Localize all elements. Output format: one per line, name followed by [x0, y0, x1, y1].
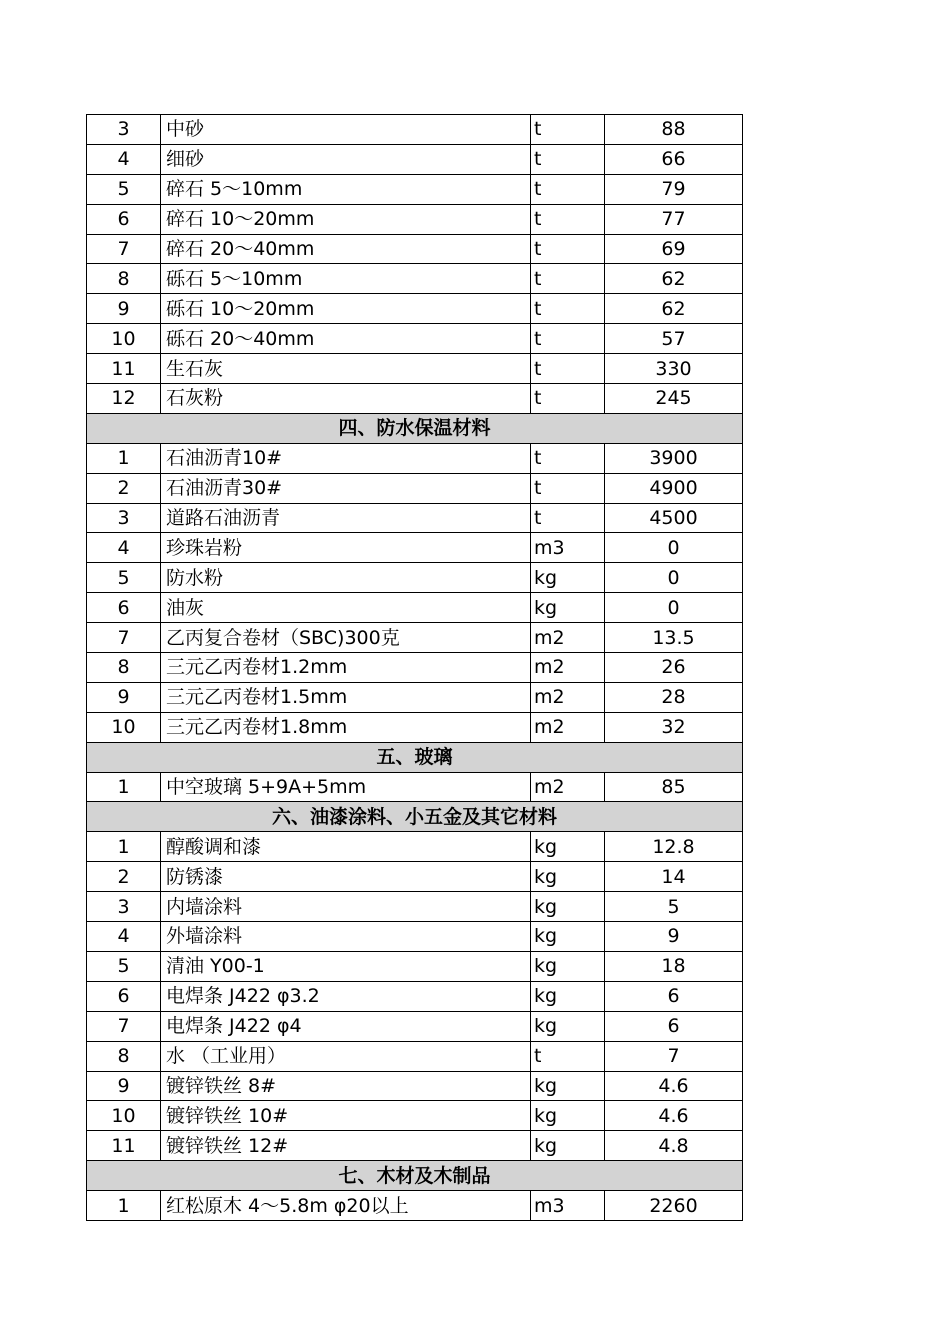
- item-name: 石油沥青30#: [161, 473, 531, 503]
- item-name: 碎石 10～20mm: [161, 204, 531, 234]
- item-price: 57: [605, 324, 743, 354]
- item-number: 4: [87, 533, 161, 563]
- item-number: 10: [87, 324, 161, 354]
- item-number: 6: [87, 204, 161, 234]
- item-price: 0: [605, 593, 743, 623]
- table-body: [87, 115, 743, 1221]
- item-price: 9: [605, 922, 743, 952]
- item-price: 32: [605, 712, 743, 742]
- item-price: 66: [605, 144, 743, 174]
- table-row: [87, 473, 743, 503]
- item-number: 11: [87, 1131, 161, 1161]
- item-price: 26: [605, 653, 743, 683]
- item-name: 三元乙丙卷材1.2mm: [161, 653, 531, 683]
- item-unit: kg: [531, 981, 605, 1011]
- item-unit: kg: [531, 1131, 605, 1161]
- item-price: 3900: [605, 443, 743, 473]
- item-unit: m2: [531, 623, 605, 653]
- item-number: 8: [87, 264, 161, 294]
- table-row: [87, 1101, 743, 1131]
- table-row: [87, 1041, 743, 1071]
- item-price: 88: [605, 115, 743, 145]
- item-name: 砾石 20～40mm: [161, 324, 531, 354]
- item-number: 6: [87, 981, 161, 1011]
- item-name: 防水粉: [161, 563, 531, 593]
- section-header-row: [87, 1161, 743, 1191]
- item-unit: m2: [531, 682, 605, 712]
- item-price: 0: [605, 563, 743, 593]
- table-row: [87, 294, 743, 324]
- item-number: 4: [87, 144, 161, 174]
- item-number: 9: [87, 682, 161, 712]
- item-name: 红松原木 4～5.8m φ20以上: [161, 1191, 531, 1221]
- table-row: [87, 892, 743, 922]
- item-number: 3: [87, 503, 161, 533]
- item-number: 5: [87, 563, 161, 593]
- item-unit: kg: [531, 951, 605, 981]
- item-name: 道路石油沥青: [161, 503, 531, 533]
- item-name: 三元乙丙卷材1.5mm: [161, 682, 531, 712]
- item-unit: t: [531, 115, 605, 145]
- table-row: [87, 653, 743, 683]
- item-unit: kg: [531, 563, 605, 593]
- table-row: [87, 712, 743, 742]
- item-number: 4: [87, 922, 161, 952]
- item-unit: t: [531, 1041, 605, 1071]
- item-name: 镀锌铁丝 12#: [161, 1131, 531, 1161]
- item-unit: m2: [531, 772, 605, 802]
- item-name: 碎石 5～10mm: [161, 174, 531, 204]
- item-unit: m2: [531, 712, 605, 742]
- item-price: 7: [605, 1041, 743, 1071]
- table-row: [87, 234, 743, 264]
- table-row: [87, 503, 743, 533]
- item-number: 11: [87, 354, 161, 384]
- item-number: 8: [87, 1041, 161, 1071]
- item-number: 7: [87, 1011, 161, 1041]
- table-row: [87, 354, 743, 384]
- item-price: 62: [605, 294, 743, 324]
- section-title: 五、玻璃: [87, 742, 743, 772]
- item-price: 0: [605, 533, 743, 563]
- item-name: 中空玻璃 5+9A+5mm: [161, 772, 531, 802]
- table-row: [87, 324, 743, 354]
- table-row: [87, 264, 743, 294]
- item-number: 9: [87, 294, 161, 324]
- item-name: 石油沥青10#: [161, 443, 531, 473]
- table-row: [87, 1131, 743, 1161]
- table-row: [87, 862, 743, 892]
- table-row: [87, 563, 743, 593]
- item-name: 电焊条 J422 φ4: [161, 1011, 531, 1041]
- item-name: 内墙涂料: [161, 892, 531, 922]
- table-row: [87, 832, 743, 862]
- item-number: 9: [87, 1071, 161, 1101]
- materials-price-table: [86, 114, 743, 1221]
- item-price: 28: [605, 682, 743, 712]
- section-header-row: [87, 742, 743, 772]
- item-price: 18: [605, 951, 743, 981]
- table-row: [87, 115, 743, 145]
- item-price: 4900: [605, 473, 743, 503]
- item-unit: m2: [531, 653, 605, 683]
- table-row: [87, 623, 743, 653]
- item-name: 油灰: [161, 593, 531, 623]
- table-row: [87, 922, 743, 952]
- item-name: 砾石 10～20mm: [161, 294, 531, 324]
- item-number: 8: [87, 653, 161, 683]
- item-unit: kg: [531, 892, 605, 922]
- section-title: 七、木材及木制品: [87, 1161, 743, 1191]
- item-unit: t: [531, 473, 605, 503]
- table-row: [87, 533, 743, 563]
- item-price: 4.6: [605, 1101, 743, 1131]
- item-name: 三元乙丙卷材1.8mm: [161, 712, 531, 742]
- item-number: 6: [87, 593, 161, 623]
- item-price: 12.8: [605, 832, 743, 862]
- item-unit: t: [531, 294, 605, 324]
- item-number: 3: [87, 892, 161, 922]
- item-name: 细砂: [161, 144, 531, 174]
- item-number: 1: [87, 443, 161, 473]
- section-header-row: [87, 802, 743, 832]
- item-unit: t: [531, 384, 605, 414]
- item-unit: t: [531, 503, 605, 533]
- table-row: [87, 593, 743, 623]
- item-name: 碎石 20～40mm: [161, 234, 531, 264]
- item-unit: t: [531, 443, 605, 473]
- section-title: 六、油漆涂料、小五金及其它材料: [87, 802, 743, 832]
- item-price: 6: [605, 981, 743, 1011]
- item-name: 镀锌铁丝 10#: [161, 1101, 531, 1131]
- item-unit: kg: [531, 922, 605, 952]
- item-unit: t: [531, 174, 605, 204]
- table-row: [87, 174, 743, 204]
- item-price: 4.6: [605, 1071, 743, 1101]
- table-row: [87, 144, 743, 174]
- item-unit: t: [531, 264, 605, 294]
- table-row: [87, 384, 743, 414]
- item-number: 3: [87, 115, 161, 145]
- section-title: 四、防水保温材料: [87, 413, 743, 443]
- item-unit: m3: [531, 1191, 605, 1221]
- item-name: 防锈漆: [161, 862, 531, 892]
- item-price: 4.8: [605, 1131, 743, 1161]
- item-number: 1: [87, 772, 161, 802]
- item-name: 乙丙复合卷材（SBC)300克: [161, 623, 531, 653]
- item-name: 水 （工业用）: [161, 1041, 531, 1071]
- table-row: [87, 1191, 743, 1221]
- item-unit: kg: [531, 1011, 605, 1041]
- item-unit: kg: [531, 832, 605, 862]
- table-row: [87, 1071, 743, 1101]
- item-unit: t: [531, 234, 605, 264]
- item-name: 砾石 5～10mm: [161, 264, 531, 294]
- item-unit: kg: [531, 1101, 605, 1131]
- item-number: 10: [87, 1101, 161, 1131]
- item-price: 2260: [605, 1191, 743, 1221]
- table-row: [87, 772, 743, 802]
- table-row: [87, 951, 743, 981]
- item-price: 330: [605, 354, 743, 384]
- item-name: 清油 Y00-1: [161, 951, 531, 981]
- table-row: [87, 682, 743, 712]
- item-price: 69: [605, 234, 743, 264]
- item-name: 醇酸调和漆: [161, 832, 531, 862]
- item-name: 石灰粉: [161, 384, 531, 414]
- item-number: 7: [87, 234, 161, 264]
- item-price: 79: [605, 174, 743, 204]
- table-row: [87, 204, 743, 234]
- table-row: [87, 1011, 743, 1041]
- item-price: 62: [605, 264, 743, 294]
- item-unit: kg: [531, 593, 605, 623]
- item-price: 14: [605, 862, 743, 892]
- item-number: 1: [87, 1191, 161, 1221]
- item-unit: m3: [531, 533, 605, 563]
- item-price: 4500: [605, 503, 743, 533]
- item-number: 1: [87, 832, 161, 862]
- item-name: 镀锌铁丝 8#: [161, 1071, 531, 1101]
- item-name: 生石灰: [161, 354, 531, 384]
- item-name: 电焊条 J422 φ3.2: [161, 981, 531, 1011]
- item-price: 13.5: [605, 623, 743, 653]
- item-price: 5: [605, 892, 743, 922]
- section-header-row: [87, 413, 743, 443]
- item-unit: t: [531, 354, 605, 384]
- table-row: [87, 443, 743, 473]
- item-number: 5: [87, 951, 161, 981]
- item-number: 7: [87, 623, 161, 653]
- item-price: 245: [605, 384, 743, 414]
- item-name: 中砂: [161, 115, 531, 145]
- item-unit: t: [531, 204, 605, 234]
- item-number: 2: [87, 862, 161, 892]
- item-name: 珍珠岩粉: [161, 533, 531, 563]
- item-name: 外墙涂料: [161, 922, 531, 952]
- item-unit: t: [531, 144, 605, 174]
- item-number: 10: [87, 712, 161, 742]
- table-row: [87, 981, 743, 1011]
- item-unit: t: [531, 324, 605, 354]
- item-number: 12: [87, 384, 161, 414]
- item-price: 6: [605, 1011, 743, 1041]
- item-unit: kg: [531, 862, 605, 892]
- item-number: 5: [87, 174, 161, 204]
- item-price: 77: [605, 204, 743, 234]
- item-price: 85: [605, 772, 743, 802]
- item-number: 2: [87, 473, 161, 503]
- item-unit: kg: [531, 1071, 605, 1101]
